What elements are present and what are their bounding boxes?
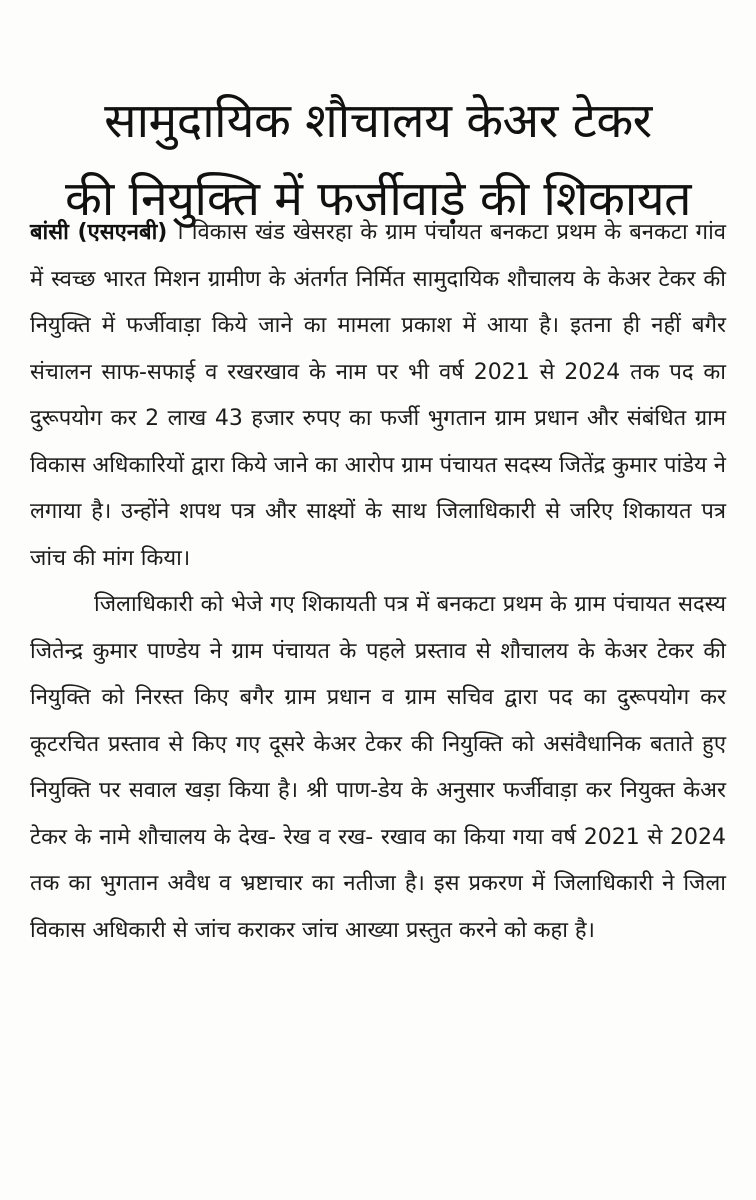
paragraph-1-text: । विकास खंड खेसरहा के ग्राम पंचायत बनकटा प्रथम के बनकटा गांव में स्वच्छ भारत मिशन ग्रामीण के अंतर्गत निर्मित सामुदायिक शौचालय के केअर टेकर की नियुक्ति में फर्जीवाड़ा किये जाने का मामला प्रकाश में आया है। इतना ही नहीं बगैर संचालन साफ-सफाई व रखरखाव के नाम पर भी वर्ष 2021 से 2024 तक पद का दुरूपयोग कर 2 लाख 43 हजार रुपए का फर्जी भुगतान ग्राम प्रधान और संबंधित ग्राम विकास अधिकारियों द्वारा किये जाने का आरोप ग्राम पंचायत सदस्य जितेंद्र कुमार पांडेय ने लगाया है। उन्होंने शपथ पत्र और साक्ष्यों के साथ जिलाधिकारी से जरिए शिकायत पत्र जांच की मांग किया। <box>30 220 727 571</box>
article-paragraph-2: जिलाधिकारी को भेजे गए शिकायती पत्र में बनकटा प्रथम के ग्राम पंचायत सदस्य जितेन्द्र कुमार पाण्डेय ने ग्राम पंचायत के पहले प्रस्ताव से शौचालय के केअर टेकर की नियुक्ति को निरस्त किए बगैर ग्राम प्रधान व ग्राम सचिव द्वारा पद का दुरूपयोग कर कूटरचित प्रस्ताव से किए गए दूसरे केअर टेकर की नियुक्ति को असंवैधानिक बताते हुए नियुक्ति पर सवाल खड़ा किया है। श्री पाण-डेय के अनुसार फर्जीवाड़ा कर नियुक्त केअर टेकर के नामे शौचालय के देख- रेख व रख- रखाव का किया गया वर्ष 2021 से 2024 तक का भुगतान अवैध व भ्रष्टाचार का नतीजा है। इस प्रकरण में जिलाधिकारी ने जिला विकास अधिकारी से जांच कराकर जांच आख्या प्रस्तुत करने को कहा है। <box>30 592 726 943</box>
article-paragraph-1 <box>30 210 726 582</box>
headline-line-2: की नियुक्ति में फर्जीवाड़े की शिकायत <box>65 171 691 228</box>
dateline: बांसी (एसएनबी) <box>30 220 168 245</box>
headline-line-1: सामुदायिक शौचालय केअर टेकर <box>104 93 652 150</box>
article-body <box>30 210 726 954</box>
